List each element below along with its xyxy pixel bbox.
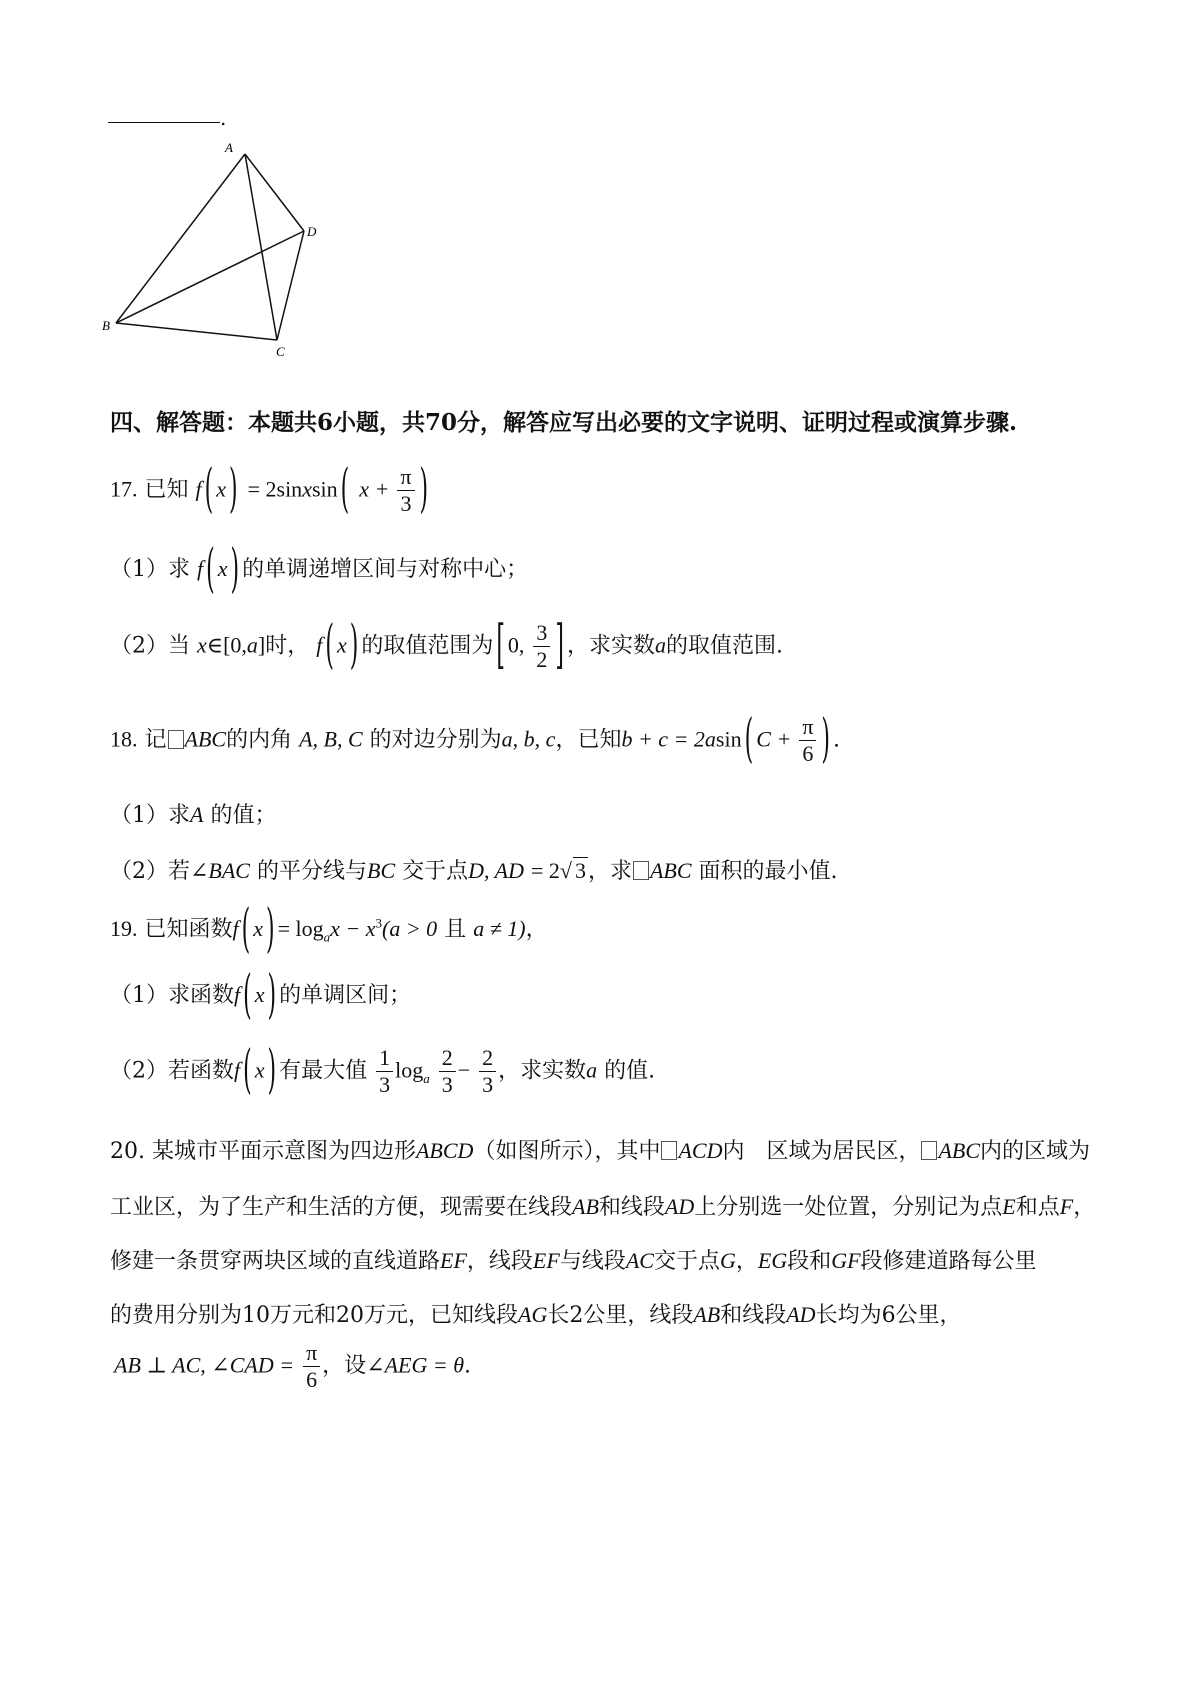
edge-BC xyxy=(116,323,277,340)
q20-line1: 20. 某城市平面示意图为四边形ABCD（如图所示），其中 ACD内 区域为居民区， ABC内的区域为 xyxy=(110,1138,1091,1164)
section-heading: 四、解答题：本题共6小题，共70分，解答应写出必要的文字说明、证明过程或演算步骤. xyxy=(110,409,1018,436)
triangle-symbol xyxy=(168,730,184,749)
edge-CD xyxy=(277,231,304,340)
q18-part2: （2）若∠BAC 的平分线与BC 交于点D, AD = 2√ 3，求 ABC 面积的最小值. xyxy=(110,858,838,884)
q20-line4: 的费用分别为10万元和20万元，已知线段AG长2公里，线段AB和线段AD长均为6公里， xyxy=(110,1302,962,1328)
q19-stem: 19. 已知函数f ( x ) = $\log_ax - x^3(a > 0$ 且 a ≠ 1)， xyxy=(110,900,548,960)
q17-part2: （2）当 x∈[0,a]时， f ( x ) 的取值范围为 [ 0, $\frac{3}{2}$ ] ，求实数a的取值范围. xyxy=(110,616,784,677)
label-A: A xyxy=(225,140,233,155)
q18-stem: 18. 记 ABC的内角 A, B, C 的对边分别为a, b, c，已知b + c = 2asin ( C + $\frac{\pi}{6}$ ) . xyxy=(110,710,841,771)
q19-part2: （2）若函数f ( x ) 有最大值 $\frac{1}{3}$ $\log_a$ $\frac{2}{3}$ − $\frac{2}{3}$ ，求实数a 的值. xyxy=(110,1041,656,1102)
tetrahedron-figure xyxy=(100,140,340,380)
q20-line3: 修建一条贯穿两块区域的直线道路EF，线段EF与线段AC交于点G，EG段和GF段修建道路每公里 xyxy=(110,1248,1037,1274)
frac-3-2: $\frac{3}{2}$ xyxy=(533,620,550,673)
q18-part1: （1）求A 的值； xyxy=(110,802,277,828)
frac-pi-6: $\frac{\pi}{6}$ xyxy=(799,714,816,767)
q17-stem: 17. 已知 f ( x ) = 2sinxsin ( x + $\frac{\pi}{3}$ ) xyxy=(110,460,429,521)
edge-AD xyxy=(245,154,304,231)
q19-part1: （1）求函数f ( x ) 的单调区间； xyxy=(110,966,412,1026)
label-D: D xyxy=(307,224,317,239)
q20-line2: 工业区，为了生产和生活的方便，现需要在线段AB和线段AD上分别选一处位置，分别记为点E和点F， xyxy=(110,1194,1096,1220)
label-B: B xyxy=(102,318,110,333)
label-C: C xyxy=(276,344,285,359)
frac-pi-3: $\frac{\pi}{3}$ xyxy=(397,464,414,517)
edge-BD xyxy=(116,231,304,323)
blank-period: . xyxy=(220,106,227,130)
answer-blank xyxy=(108,122,220,123)
q17-part1: （1）求 f ( x ) 的单调递增区间与对称中心； xyxy=(110,540,529,600)
q20-line5: AB ⊥ AC, ∠CAD = $\frac{\pi}{6}$ ，设∠AEG = θ. xyxy=(114,1340,472,1392)
edge-AB xyxy=(116,154,245,323)
